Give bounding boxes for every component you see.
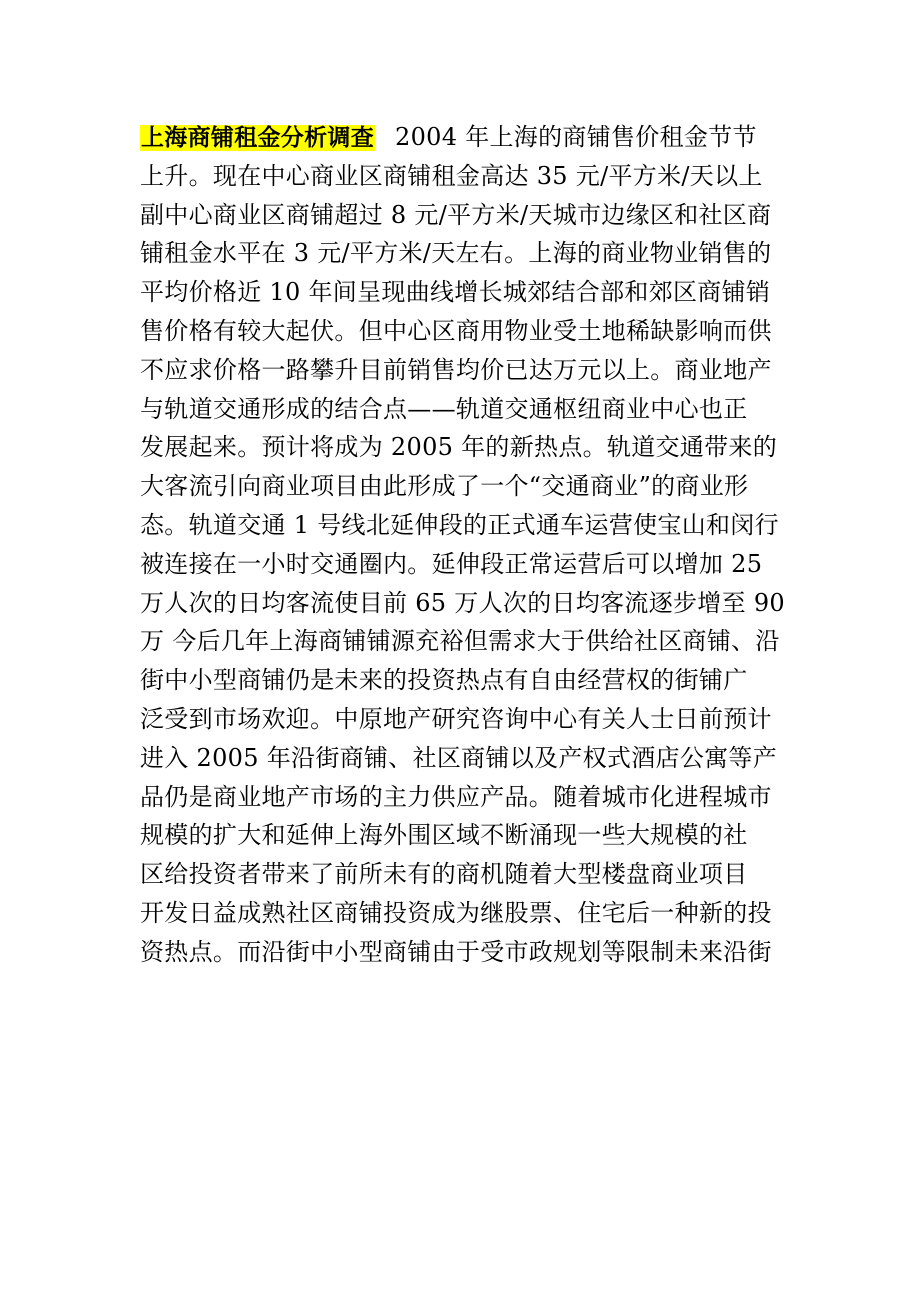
body-line: 被连接在一小时交通圈内。延伸段正常运营后可以增加 25 <box>140 549 763 578</box>
body-line: 街中小型商铺仍是未来的投资热点有自由经营权的街铺广 <box>140 666 748 695</box>
body-line: 资热点。而沿街中小型商铺由于受市政规划等限制未来沿街 <box>140 937 772 966</box>
body-line: 开发日益成熟社区商铺投资成为继股票、住宅后一种新的投 <box>140 898 772 927</box>
article-title: 上海商铺租金分析调查 <box>141 125 374 151</box>
body-line: 品仍是商业地产市场的主力供应产品。随着城市化进程城市 <box>140 782 772 811</box>
body-line: 大客流引向商业项目由此形成了一个“交通商业”的商业形 <box>140 472 749 501</box>
body-line: 售价格有较大起伏。但中心区商用物业受土地稀缺影响而供 <box>140 316 772 345</box>
first-line-text: 2004 年上海的商铺售价租金节节 <box>395 123 757 151</box>
body-line: 泛受到市场欢迎。中原地产研究咨询中心有关人士日前预计 <box>140 704 772 733</box>
body-line: 区给投资者带来了前所未有的商机随着大型楼盘商业项目 <box>140 860 748 889</box>
body-line: 副中心商业区商铺超过 8 元/平方米/天城市边缘区和社区商 <box>140 200 772 229</box>
body-line: 平均价格近 10 年间呈现曲线增长城郊结合部和郊区商铺销 <box>140 278 771 307</box>
article-body <box>140 118 790 972</box>
body-line: 上升。现在中心商业区商铺租金高达 35 元/平方米/天以上 <box>140 161 763 190</box>
body-line: 与轨道交通形成的结合点——轨道交通枢纽商业中心也正 <box>140 394 748 423</box>
body-line: 进入 2005 年沿街商铺、社区商铺以及产权式酒店公寓等产 <box>140 743 778 772</box>
body-line: 万人次的日均客流使目前 65 万人次的日均客流逐步增至 90 <box>140 588 785 617</box>
body-line: 铺租金水平在 3 元/平方米/天左右。上海的商业物业销售的 <box>140 239 772 268</box>
body-line: 万 今后几年上海商铺铺源充裕但需求大于供给社区商铺、沿 <box>140 627 780 656</box>
body-line: 态。轨道交通 1 号线北延伸段的正式通车运营使宝山和闵行 <box>140 510 779 539</box>
first-line <box>140 118 790 157</box>
body-line: 规模的扩大和延伸上海外围区域不断涌现一些大规模的社 <box>140 821 748 850</box>
body-line: 发展起来。预计将成为 2005 年的新热点。轨道交通带来的 <box>140 433 778 462</box>
body-line: 不应求价格一路攀升目前销售均价已达万元以上。商业地产 <box>140 355 772 384</box>
